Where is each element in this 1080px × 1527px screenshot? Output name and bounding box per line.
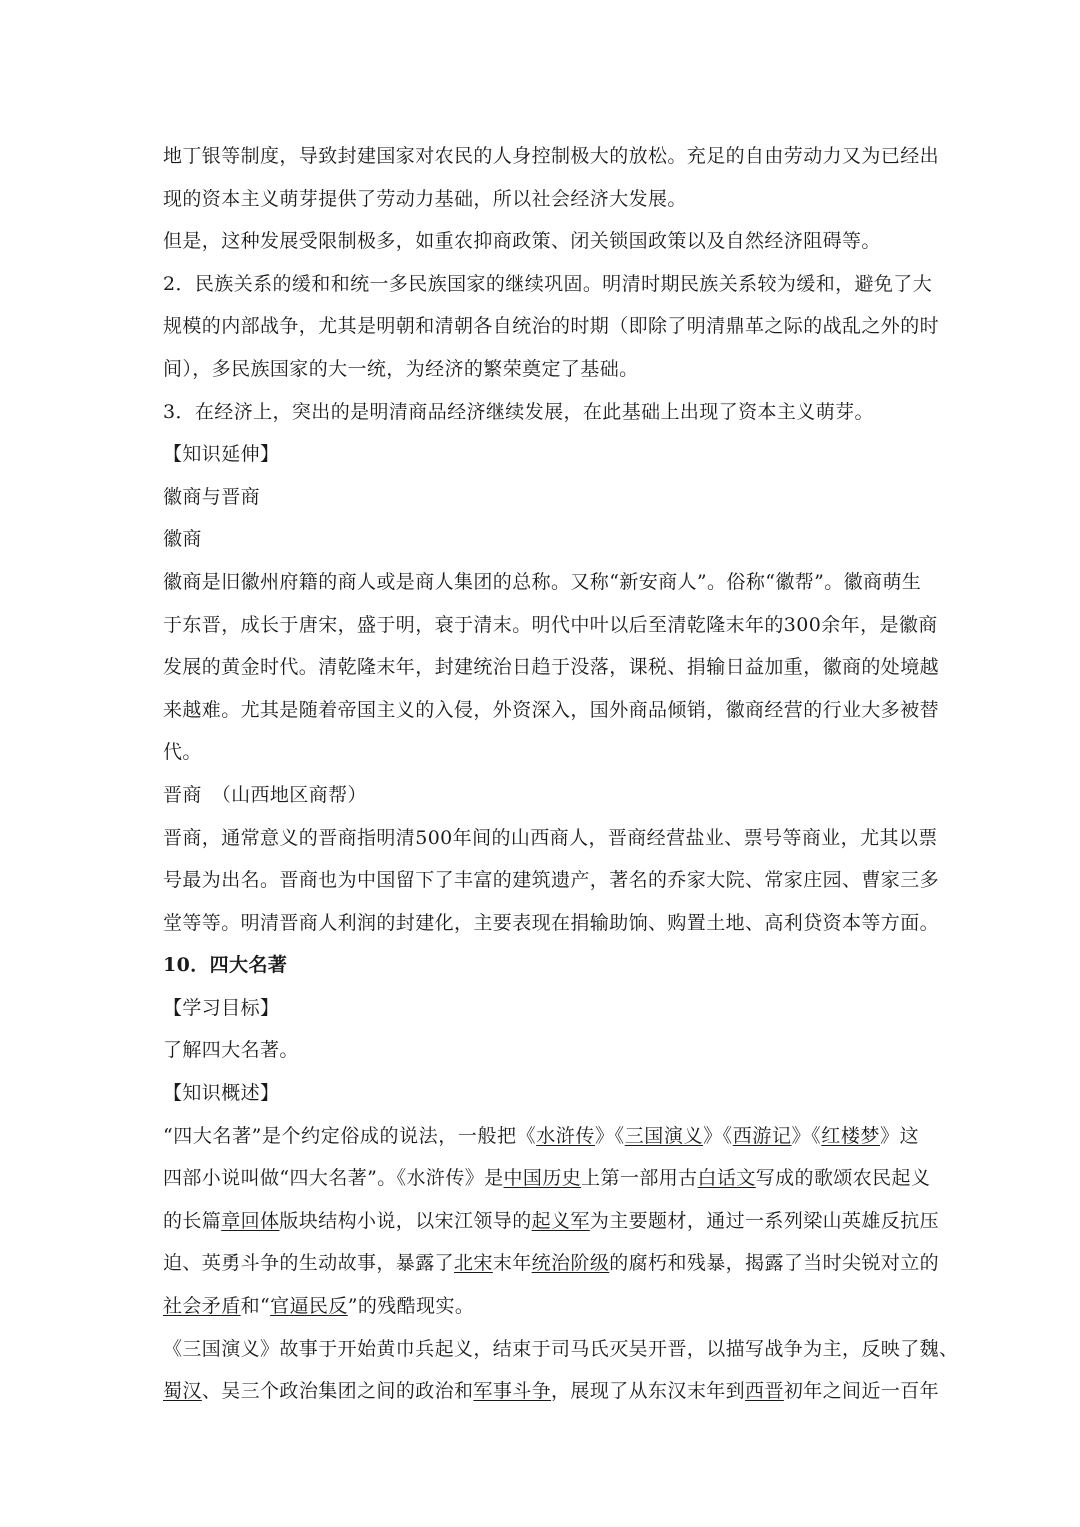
hyperlink[interactable]: 军事斗争 — [473, 1380, 552, 1403]
text-segment: 初年之间近一百年 — [783, 1380, 940, 1403]
text-segment: 四部小说叫做“四大名著”。《水浒传》是 — [163, 1167, 504, 1190]
hyperlink[interactable]: 社会矛盾 — [163, 1295, 241, 1318]
text-segment: 上第一部用古 — [581, 1167, 698, 1190]
text-line: 地丁银等制度，导致封建国家对农民的人身控制极大的放松。充足的自由劳动力又为已经出 — [163, 145, 940, 167]
text-line: 于东晋，成长于唐宋，盛于明，衰于清末。明代中叶以后至清乾隆末年的300余年，是徽商 — [163, 613, 938, 636]
text-line: 了解四大名著。 — [163, 1039, 299, 1062]
text-line — [163, 1157, 931, 1200]
text-line: 间），多民族国家的大一统，为经济的繁荣奠定了基础。 — [163, 357, 639, 380]
text-line: 2．民族关系的缓和和统一多民族国家的继续巩固。明清时期民族关系较为缓和，避免了大 — [163, 272, 933, 295]
text-segment: 末年 — [492, 1252, 532, 1275]
text-line: 徽商是旧徽州府籍的商人或是商人集团的总称。又称“新安商人”。俗称“徽帮”。徽商萌生 — [163, 570, 922, 593]
hyperlink[interactable]: 三国演义 — [624, 1124, 704, 1147]
text-line: 堂等等。明清晋商人利润的封建化，主要表现在捐输助饷、购置土地、高利贷资本等方面。 — [163, 911, 940, 934]
hyperlink[interactable]: 官逼民反 — [270, 1295, 348, 1318]
text-line: 【知识概述】 — [163, 1082, 280, 1105]
hyperlink[interactable]: 中国历史 — [503, 1167, 582, 1190]
text-line: 徽商与晋商 — [163, 485, 261, 508]
text-line: 【学习目标】 — [163, 996, 280, 1019]
text-segment: 》《 — [595, 1124, 625, 1147]
text-line: 号最为出名。晋商也为中国留下了丰富的建筑遗产，著名的乔家大院、常家庄园、曹家三多 — [163, 869, 940, 892]
hyperlink[interactable]: 蜀汉 — [163, 1380, 202, 1403]
text-segment: 》《 — [791, 1124, 822, 1147]
text-line — [163, 1285, 919, 1328]
text-segment: ”的残酷现实。 — [347, 1295, 475, 1318]
text-line: 现的资本主义萌芽提供了劳动力基础，所以社会经济大发展。 — [163, 187, 687, 210]
text-segment: 的腐朽和残暴，揭露了当时尖锐对立的 — [609, 1252, 940, 1275]
text-line — [163, 1115, 919, 1158]
text-line: 代。 — [163, 741, 202, 764]
text-segment: 的长篇 — [163, 1209, 222, 1232]
hyperlink[interactable]: 水浒传 — [536, 1124, 596, 1147]
text-line: 10．四大名著 — [163, 954, 288, 977]
text-line: 徽商 — [163, 528, 202, 551]
text-line: 《三国演义》故事于开始黄巾兵起义，结束于司马氏灭吴开晋，以描写战争为主，反映了魏、 — [163, 1337, 959, 1360]
text-line: 晋商，通常意义的晋商指明清500年间的山西商人，晋商经营盐业、票号等商业，尤其以票 — [163, 826, 938, 849]
text-segment: 迫、英勇斗争的生动故事，暴露了 — [163, 1252, 455, 1275]
text-line: 规模的内部战争，尤其是明朝和清朝各自统治的时期（即除了明清鼎革之际的战乱之外的时 — [163, 315, 940, 338]
hyperlink[interactable]: 北宋 — [454, 1252, 493, 1275]
text-line — [163, 1200, 940, 1243]
text-segment: 》《 — [703, 1124, 733, 1147]
text-segment: ，展现了从东汉末年到 — [551, 1380, 746, 1403]
hyperlink[interactable]: 红楼梦 — [821, 1124, 881, 1147]
text-line: 发展的黄金时代。清乾隆末年，封建统治日趋于没落，课税、捐输日益加重，徽商的处境越 — [163, 656, 940, 679]
text-segment: 和“ — [240, 1295, 271, 1318]
hyperlink[interactable]: 统治阶级 — [531, 1252, 610, 1275]
hyperlink[interactable]: 白话文 — [697, 1167, 756, 1190]
text-line: 3．在经济上，突出的是明清商品经济继续发展，在此基础上出现了资本主义萌芽。 — [163, 400, 874, 423]
text-segment: 为主要题材，通过一系列梁山英雄反抗压 — [589, 1209, 940, 1232]
text-segment: “四大名著”是个约定俗成的说法，一般把《 — [163, 1124, 537, 1147]
text-segment: 、吴三个政治集团之间的政治和 — [201, 1380, 474, 1403]
hyperlink[interactable]: 起义军 — [531, 1209, 590, 1232]
text-segment: 版块结构小说，以宋江领导的 — [279, 1209, 532, 1232]
document-page — [163, 135, 959, 1413]
text-line: 晋商 （山西地区商帮） — [163, 783, 367, 806]
hyperlink[interactable]: 章回体 — [221, 1209, 280, 1232]
text-line: 但是，这种发展受限制极多，如重农抑商政策、闭关锁国政策以及自然经济阻碍等。 — [163, 230, 881, 253]
text-segment: 》这 — [880, 1124, 920, 1147]
text-line: 来越难。尤其是随着帝国主义的入侵，外资深入，国外商品倾销，徽商经营的行业大多被替 — [163, 698, 940, 721]
hyperlink[interactable]: 西晋 — [745, 1380, 784, 1403]
hyperlink[interactable]: 西游记 — [732, 1124, 792, 1147]
text-segment: 写成的歌颂农民起义 — [755, 1167, 931, 1190]
text-line: 【知识延伸】 — [163, 443, 280, 466]
text-line — [163, 1242, 940, 1285]
text-line — [163, 1370, 940, 1413]
